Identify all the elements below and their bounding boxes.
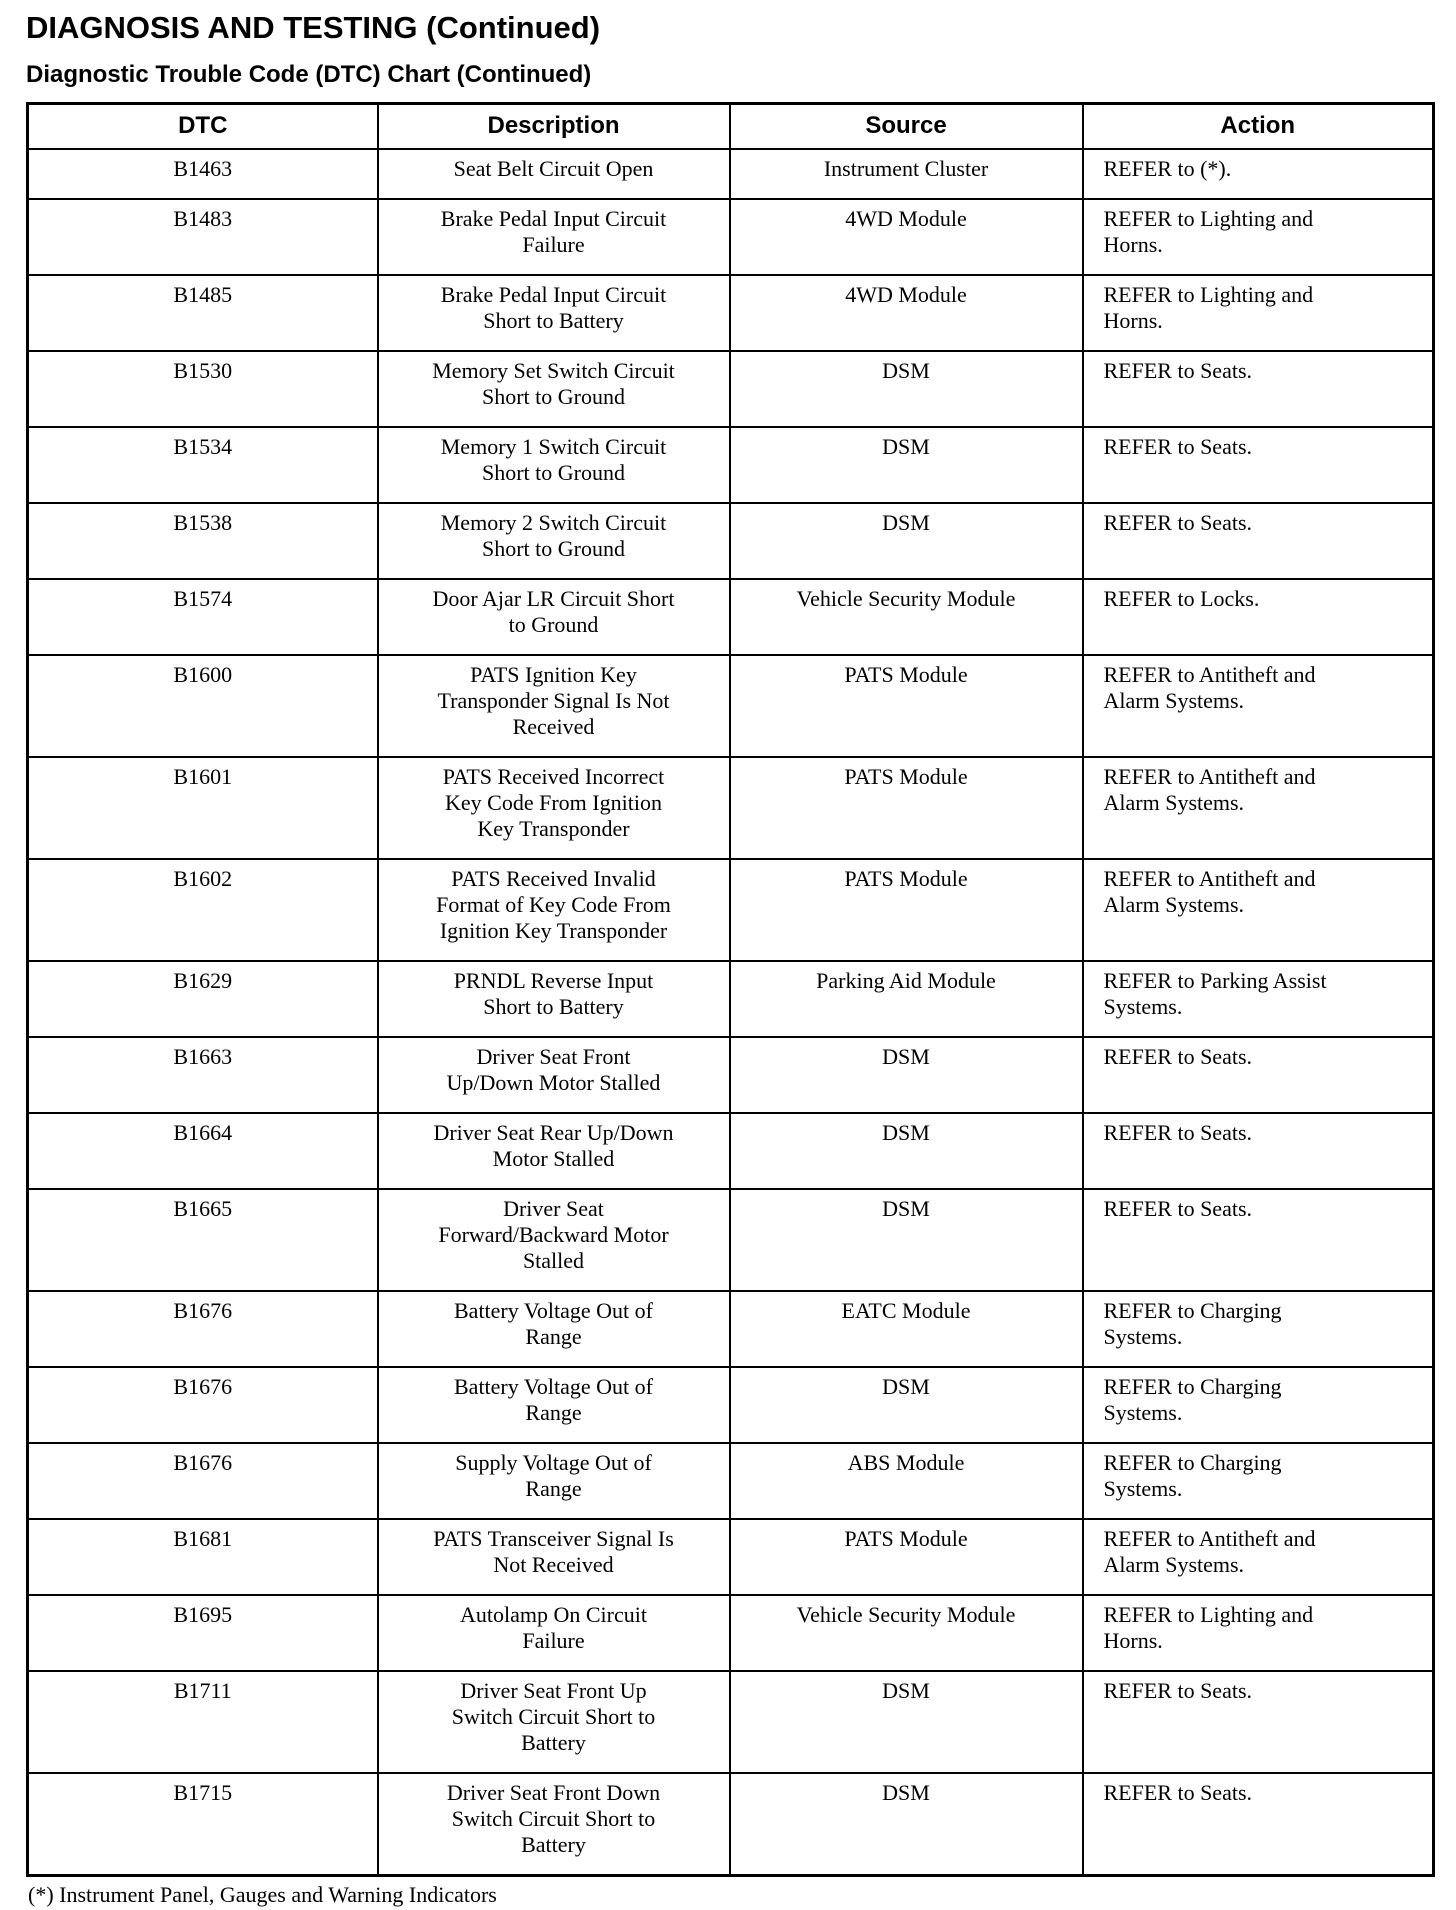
- dtc-code-cell: B1602: [28, 859, 378, 961]
- dtc-code-cell: B1485: [28, 275, 378, 351]
- table-row: [28, 275, 1434, 351]
- column-header-action: Action: [1083, 104, 1434, 150]
- description-cell: Brake Pedal Input Circuit Failure: [378, 199, 730, 275]
- dtc-code-cell: B1665: [28, 1189, 378, 1291]
- column-header-source: Source: [730, 104, 1083, 150]
- table-row: [28, 351, 1434, 427]
- dtc-code-cell: B1463: [28, 149, 378, 199]
- table-row: [28, 1519, 1434, 1595]
- action-cell: REFER to Lighting and Horns.: [1083, 275, 1434, 351]
- source-cell: EATC Module: [730, 1291, 1083, 1367]
- action-cell: REFER to Antitheft and Alarm Systems.: [1083, 757, 1434, 859]
- source-cell: DSM: [730, 427, 1083, 503]
- dtc-table-body: [28, 149, 1434, 1876]
- action-cell: REFER to Parking Assist Systems.: [1083, 961, 1434, 1037]
- description-cell: Door Ajar LR Circuit Short to Ground: [378, 579, 730, 655]
- description-cell: PATS Received Invalid Format of Key Code From Ignition Key Transponder: [378, 859, 730, 961]
- dtc-code-cell: B1629: [28, 961, 378, 1037]
- description-cell: Supply Voltage Out of Range: [378, 1443, 730, 1519]
- dtc-code-cell: B1695: [28, 1595, 378, 1671]
- description-cell: Battery Voltage Out of Range: [378, 1291, 730, 1367]
- source-cell: Vehicle Security Module: [730, 1595, 1083, 1671]
- dtc-code-cell: B1574: [28, 579, 378, 655]
- asterisk-footnote: (*) Instrument Panel, Gauges and Warning Indicators: [28, 1882, 497, 1907]
- dtc-code-cell: B1676: [28, 1443, 378, 1519]
- dtc-code-cell: B1534: [28, 427, 378, 503]
- source-cell: DSM: [730, 1773, 1083, 1876]
- description-cell: Brake Pedal Input Circuit Short to Battery: [378, 275, 730, 351]
- action-cell: REFER to Seats.: [1083, 1189, 1434, 1291]
- page-title: DIAGNOSIS AND TESTING (Continued): [26, 10, 601, 45]
- description-cell: Driver Seat Front Up Switch Circuit Short to Battery: [378, 1671, 730, 1773]
- action-cell: REFER to Antitheft and Alarm Systems.: [1083, 859, 1434, 961]
- table-header: [28, 104, 1434, 150]
- source-cell: Vehicle Security Module: [730, 579, 1083, 655]
- page-subtitle: Diagnostic Trouble Code (DTC) Chart (Continued): [26, 61, 592, 88]
- source-cell: Instrument Cluster: [730, 149, 1083, 199]
- dtc-code-cell: B1676: [28, 1367, 378, 1443]
- action-cell: REFER to Seats.: [1083, 427, 1434, 503]
- description-cell: PATS Ignition Key Transponder Signal Is Not Received: [378, 655, 730, 757]
- table-row: [28, 757, 1434, 859]
- action-cell: REFER to Locks.: [1083, 579, 1434, 655]
- source-cell: ABS Module: [730, 1443, 1083, 1519]
- action-cell: REFER to Charging Systems.: [1083, 1291, 1434, 1367]
- source-cell: Parking Aid Module: [730, 961, 1083, 1037]
- dtc-code-cell: B1538: [28, 503, 378, 579]
- action-cell: REFER to Seats.: [1083, 1037, 1434, 1113]
- description-cell: Autolamp On Circuit Failure: [378, 1595, 730, 1671]
- action-cell: REFER to Seats.: [1083, 503, 1434, 579]
- table-row: [28, 199, 1434, 275]
- table-row: [28, 1037, 1434, 1113]
- source-cell: DSM: [730, 1189, 1083, 1291]
- description-cell: Driver Seat Front Down Switch Circuit Short to Battery: [378, 1773, 730, 1876]
- action-cell: REFER to Lighting and Horns.: [1083, 1595, 1434, 1671]
- table-row: [28, 655, 1434, 757]
- action-cell: REFER to Lighting and Horns.: [1083, 199, 1434, 275]
- table-row: [28, 1773, 1434, 1876]
- description-cell: Driver Seat Forward/Backward Motor Stalled: [378, 1189, 730, 1291]
- source-cell: DSM: [730, 351, 1083, 427]
- column-header-dtc: DTC: [28, 104, 378, 150]
- source-cell: PATS Module: [730, 1519, 1083, 1595]
- action-cell: REFER to Seats.: [1083, 1773, 1434, 1876]
- source-cell: PATS Module: [730, 655, 1083, 757]
- dtc-code-cell: B1676: [28, 1291, 378, 1367]
- table-row: [28, 961, 1434, 1037]
- action-cell: REFER to (*).: [1083, 149, 1434, 199]
- table-row: [28, 859, 1434, 961]
- action-cell: REFER to Antitheft and Alarm Systems.: [1083, 1519, 1434, 1595]
- description-cell: PATS Transceiver Signal Is Not Received: [378, 1519, 730, 1595]
- dtc-code-cell: B1600: [28, 655, 378, 757]
- description-cell: Driver Seat Rear Up/Down Motor Stalled: [378, 1113, 730, 1189]
- table-row: [28, 1291, 1434, 1367]
- header-row: [28, 104, 1434, 150]
- description-cell: Driver Seat Front Up/Down Motor Stalled: [378, 1037, 730, 1113]
- dtc-code-cell: B1530: [28, 351, 378, 427]
- action-cell: REFER to Seats.: [1083, 1671, 1434, 1773]
- table-row: [28, 1189, 1434, 1291]
- description-cell: Seat Belt Circuit Open: [378, 149, 730, 199]
- dtc-chart-table: [26, 102, 1435, 1877]
- table-row: [28, 1595, 1434, 1671]
- source-cell: PATS Module: [730, 757, 1083, 859]
- table-row: [28, 579, 1434, 655]
- description-cell: PRNDL Reverse Input Short to Battery: [378, 961, 730, 1037]
- source-cell: DSM: [730, 1037, 1083, 1113]
- description-cell: Memory 1 Switch Circuit Short to Ground: [378, 427, 730, 503]
- dtc-code-cell: B1483: [28, 199, 378, 275]
- dtc-code-cell: B1715: [28, 1773, 378, 1876]
- dtc-code-cell: B1711: [28, 1671, 378, 1773]
- table-row: [28, 1113, 1434, 1189]
- dtc-code-cell: B1664: [28, 1113, 378, 1189]
- dtc-code-cell: B1663: [28, 1037, 378, 1113]
- description-cell: Memory 2 Switch Circuit Short to Ground: [378, 503, 730, 579]
- dtc-code-cell: B1681: [28, 1519, 378, 1595]
- action-cell: REFER to Charging Systems.: [1083, 1367, 1434, 1443]
- source-cell: DSM: [730, 1113, 1083, 1189]
- description-cell: PATS Received Incorrect Key Code From Ignition Key Transponder: [378, 757, 730, 859]
- source-cell: 4WD Module: [730, 275, 1083, 351]
- action-cell: REFER to Seats.: [1083, 351, 1434, 427]
- action-cell: REFER to Charging Systems.: [1083, 1443, 1434, 1519]
- description-cell: Battery Voltage Out of Range: [378, 1367, 730, 1443]
- source-cell: DSM: [730, 1367, 1083, 1443]
- source-cell: DSM: [730, 503, 1083, 579]
- source-cell: DSM: [730, 1671, 1083, 1773]
- table-row: [28, 503, 1434, 579]
- description-cell: Memory Set Switch Circuit Short to Ground: [378, 351, 730, 427]
- action-cell: REFER to Seats.: [1083, 1113, 1434, 1189]
- source-cell: PATS Module: [730, 859, 1083, 961]
- table-row: [28, 427, 1434, 503]
- source-cell: 4WD Module: [730, 199, 1083, 275]
- action-cell: REFER to Antitheft and Alarm Systems.: [1083, 655, 1434, 757]
- dtc-code-cell: B1601: [28, 757, 378, 859]
- column-header-description: Description: [378, 104, 730, 150]
- table-row: [28, 1443, 1434, 1519]
- table-row: [28, 149, 1434, 199]
- table-row: [28, 1671, 1434, 1773]
- table-row: [28, 1367, 1434, 1443]
